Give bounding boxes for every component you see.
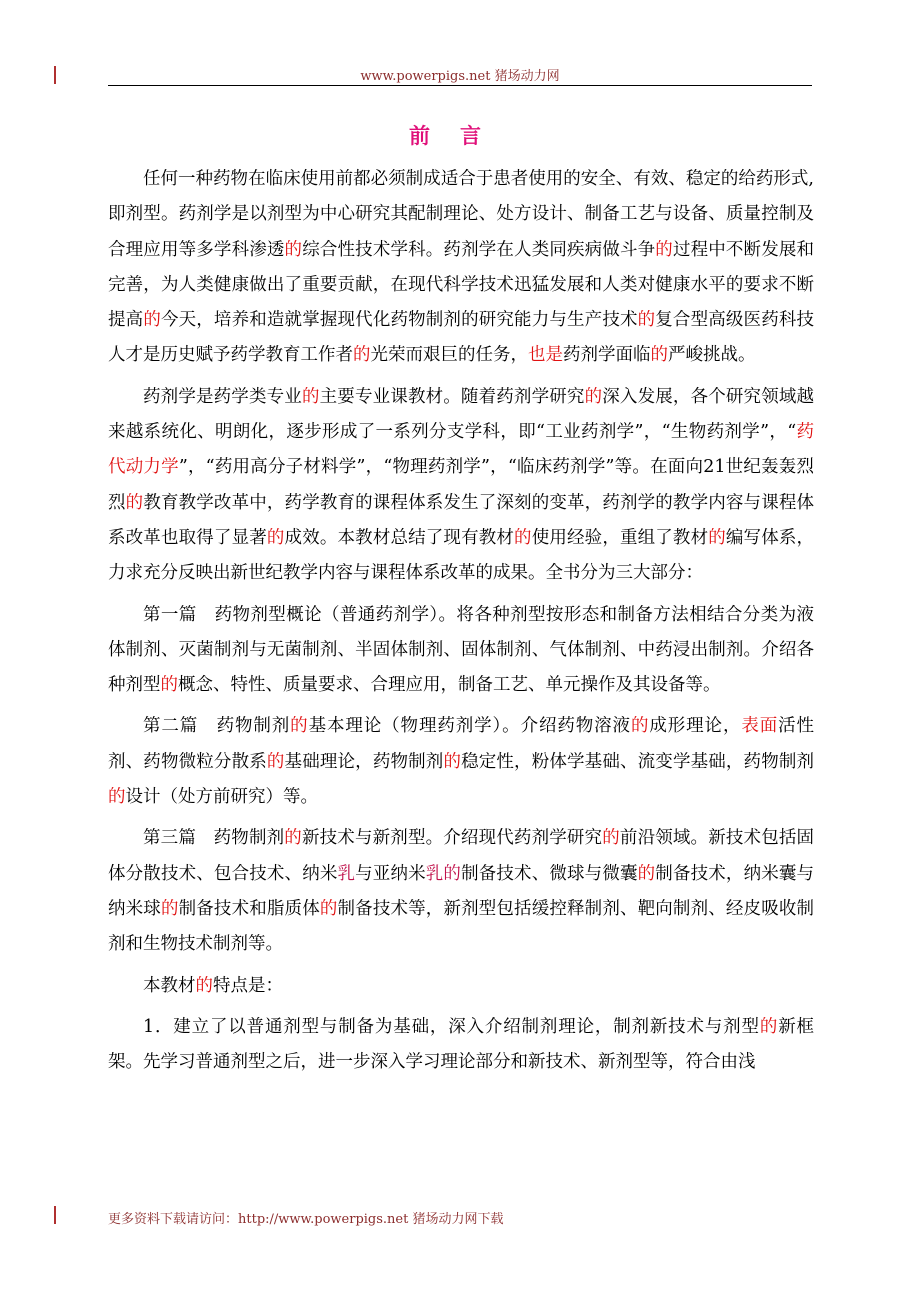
highlighted-text: 的 — [759, 1016, 779, 1037]
highlighted-text: 的 — [584, 386, 603, 407]
text-run: 制备技术，纳米囊与纳米球 — [108, 863, 815, 919]
text-run: 前沿领域。新技术包括固体分散技术、包合技术、纳米 — [108, 828, 815, 884]
highlighted-text: 的 — [266, 751, 285, 772]
text-run: 第一篇 药物剂型概论（普通药剂学）。将各种剂型按形态和制备方法相结合分类为液体制剂、灭菌制剂与无菌制剂、半固体制剂、固体制剂、气体制剂、中药浸出制剂。介绍各种剂型 — [108, 604, 814, 696]
text-run: 基本理论（物理药剂学）。介绍药物溶液 — [308, 716, 631, 737]
text-run: 复合型高级医药科技人才是历史赋予药学教育工作者 — [108, 310, 815, 366]
text-run: 使用经验，重组了教材 — [531, 527, 709, 548]
highlighted-text: 的 — [108, 787, 126, 808]
text-run: 今天，培养和造就掌握现代化药物制剂的研究能力与生产技术 — [160, 310, 638, 331]
highlighted-text: 的 — [143, 310, 161, 331]
highlighted-text: 的 — [637, 863, 656, 884]
page-title: 前言 — [409, 124, 511, 148]
paragraph-part-two — [108, 709, 814, 815]
header-rule — [108, 85, 812, 86]
highlighted-text: 的 — [630, 716, 650, 737]
highlighted-text: 的 — [637, 310, 656, 331]
text-run: 教育教学改革中，药学教育的课程体系发生了深刻的变革，药剂学的教学内容与课程体系改革也取得了显著 — [108, 492, 815, 548]
text-run: 稳定性，粉体学基础、流变学基础，药物制剂 — [461, 751, 815, 772]
highlighted-text: 的 — [655, 239, 673, 260]
highlighted-text: 的 — [160, 675, 178, 696]
text-run: ”，“药用高分子材料学”，“物理药剂学”，“临床药剂学”等。在面向21世纪轰轰烈烈 — [108, 457, 814, 513]
highlighted-text: 的 — [708, 527, 726, 548]
highlighted-text: 的 — [443, 751, 462, 772]
text-run: 新技术与新剂型。介绍现代药剂学研究 — [301, 828, 603, 849]
highlighted-text: 的 — [160, 898, 179, 919]
highlighted-text: 乳 — [337, 863, 356, 884]
paragraph-features-heading — [108, 969, 814, 1004]
highlighted-text: 的 — [125, 492, 144, 513]
paragraph-textbook — [108, 380, 814, 592]
highlighted-text: 的 — [284, 239, 303, 260]
text-run: 深入发展，各个研究领域越来越系统化、明朗化，逐步形成了一系列分支学科，即“工业药剂学”，“生物药剂学”，“ — [108, 386, 815, 443]
text-run: 主要专业课教材。随着药剂学研究 — [319, 386, 585, 407]
text-run: 制备技术和脂质体 — [178, 898, 320, 919]
highlighted-text: 的 — [195, 975, 213, 996]
header-site-link[interactable]: www.powerpigs.net 猪场动力网 — [360, 69, 560, 84]
highlighted-text: 的 — [266, 527, 285, 548]
text-run: 概念、特性、质量要求、合理应用，制备工艺、单元操作及其设备等。 — [178, 675, 721, 696]
highlighted-text: 也是 — [528, 345, 563, 366]
highlighted-text: 的 — [301, 386, 320, 407]
text-run: 药剂学是药学类专业 — [143, 386, 302, 407]
body-text — [108, 162, 814, 1080]
text-run: 特点是： — [213, 975, 283, 996]
text-run: 编写体系，力求充分反映出新世纪教学内容与课程体系改革的成果。全书分为三大部分： — [108, 527, 815, 584]
highlighted-text: 的 — [650, 345, 668, 366]
highlighted-text: 的 — [284, 828, 302, 849]
text-run: 新框架。先学习普通剂型之后，进一步深入学习理论部分和新技术、新剂型等，符合由浅 — [108, 1016, 815, 1073]
text-run: 任何一种药物在临床使用前都必须制成适合于患者使用的安全、有效、稳定的给药形式,即剂型。药剂学是以剂型为中心研究其配制理论、处方设计、制备工艺与设备、质量控制及合理应用等多学科渗透 — [108, 169, 814, 260]
paragraph-part-three — [108, 821, 814, 962]
highlighted-text: 的 — [319, 898, 338, 919]
text-run: 第三篇 药物制剂 — [143, 828, 285, 849]
footer-corner-mark — [54, 1206, 56, 1224]
paragraph-part-one — [108, 598, 814, 704]
paragraph-feature-1 — [108, 1010, 814, 1081]
text-run: 制备技术等，新剂型包括缓控释制剂、靶向制剂、经皮吸收制剂和生物技术制剂等。 — [108, 898, 815, 955]
text-run: 设计（处方前研究）等。 — [125, 787, 318, 808]
text-run: 过程中不断发展和完善，为人类健康做出了重要贡献，在现代科学技术迅猛发展和人类对健康水平的要求不断提高 — [108, 239, 815, 331]
text-run: 基础理论，药物制剂 — [284, 751, 444, 772]
text-run: 药剂学面临 — [563, 345, 651, 366]
footer-download-link[interactable]: 更多资料下载请访问：http://www.powerpigs.net 猪场动力网下载 — [108, 1212, 504, 1227]
highlighted-text: 乳的 — [425, 863, 462, 884]
text-run: 光荣而艰巨的任务， — [370, 345, 528, 366]
text-run: 综合性技术学科。药剂学在人类同疾病做斗争 — [302, 239, 656, 260]
text-run: 成形理论， — [649, 716, 742, 737]
paragraph-intro — [108, 162, 814, 374]
text-run: 活性剂、药物微粒分散系 — [108, 716, 815, 772]
highlighted-text: 的 — [514, 527, 532, 548]
text-run: 1．建立了以普通剂型与制备为基础，深入介绍制剂理论，制剂新技术与剂型 — [143, 1016, 760, 1037]
text-run: 成效。本教材总结了现有教材 — [284, 527, 515, 548]
text-run: 第二篇 药物制剂 — [143, 716, 291, 737]
text-run: 与亚纳米 — [355, 863, 426, 884]
highlighted-text: 的 — [602, 828, 620, 849]
text-run: 制备技术、微球与微囊 — [461, 863, 638, 884]
highlighted-text: 的 — [353, 345, 371, 366]
text-run: 严峻挑战。 — [668, 345, 756, 366]
highlighted-text: 药代动力学 — [108, 422, 815, 478]
text-run: 本教材 — [143, 975, 196, 996]
highlighted-text: 的 — [290, 716, 309, 737]
highlighted-text: 表面 — [741, 716, 779, 737]
